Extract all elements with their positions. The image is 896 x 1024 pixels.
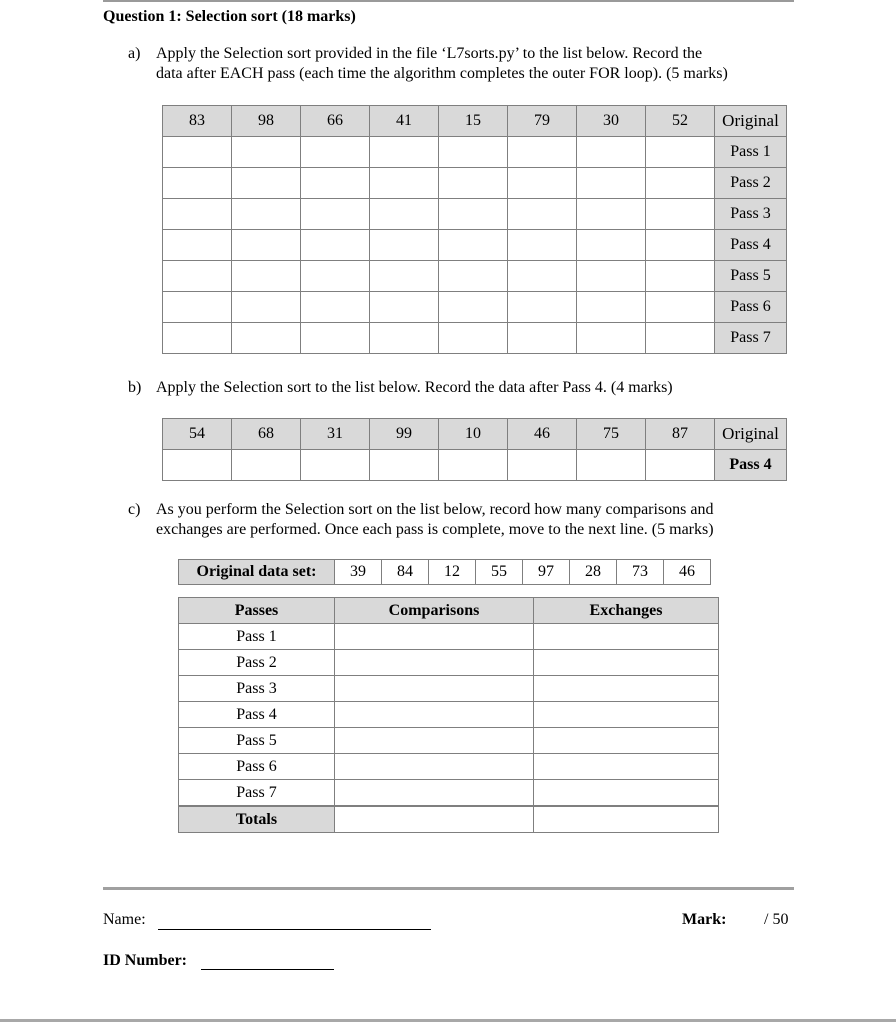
answer-cell[interactable]: [439, 292, 508, 323]
answer-cell[interactable]: [508, 261, 577, 292]
data-set-value: 55: [476, 560, 523, 585]
answer-cell[interactable]: [439, 450, 508, 481]
part-a-pass-row: [163, 230, 787, 261]
part-a-original-row: [163, 106, 787, 137]
answer-cell[interactable]: [508, 292, 577, 323]
footer-rule: [103, 887, 794, 890]
part-a-value: 52: [646, 106, 715, 137]
answer-cell[interactable]: [439, 168, 508, 199]
answer-cell[interactable]: [301, 137, 370, 168]
part-a-value: 83: [163, 106, 232, 137]
comparisons-cell[interactable]: [335, 728, 534, 754]
part-a-row-label: Original: [715, 106, 787, 137]
answer-cell[interactable]: [232, 323, 301, 354]
part-b-pass-row: [163, 450, 787, 481]
part-a-value: 79: [508, 106, 577, 137]
answer-cell[interactable]: [577, 261, 646, 292]
answer-cell[interactable]: [508, 137, 577, 168]
pass-label: Pass 5: [179, 728, 335, 754]
name-line[interactable]: [158, 929, 431, 930]
part-b-letter: b): [128, 379, 142, 396]
answer-cell[interactable]: [439, 323, 508, 354]
answer-cell[interactable]: [163, 230, 232, 261]
comparisons-cell[interactable]: [335, 650, 534, 676]
part-c-count-table: [178, 597, 719, 833]
answer-cell[interactable]: [439, 230, 508, 261]
answer-cell[interactable]: [646, 292, 715, 323]
count-row: [179, 676, 719, 702]
data-set-label: Original data set:: [179, 560, 335, 585]
part-c-instruction-line2: exchanges are performed. Once each pass is complete, move to the next line. (5 marks): [156, 521, 714, 538]
data-set-row: [179, 560, 711, 585]
answer-cell[interactable]: [301, 230, 370, 261]
part-a-letter: a): [128, 45, 141, 62]
answer-cell[interactable]: [577, 199, 646, 230]
part-b-value: 68: [232, 419, 301, 450]
exchanges-total-cell[interactable]: [534, 806, 719, 833]
exchanges-cell[interactable]: [534, 702, 719, 728]
pass-label: Pass 1: [179, 624, 335, 650]
part-a-value: 30: [577, 106, 646, 137]
answer-cell[interactable]: [577, 323, 646, 354]
answer-cell[interactable]: [370, 261, 439, 292]
page-bottom-border: [0, 1019, 896, 1022]
part-b-value: 75: [577, 419, 646, 450]
pass-label: Pass 6: [179, 754, 335, 780]
comparisons-cell[interactable]: [335, 780, 534, 807]
answer-cell[interactable]: [301, 450, 370, 481]
answer-cell[interactable]: [577, 137, 646, 168]
part-c-letter: c): [128, 501, 141, 518]
part-a-pass-row: [163, 261, 787, 292]
part-a-pass-row: [163, 292, 787, 323]
pass-label: Pass 7: [179, 780, 335, 807]
count-row: [179, 754, 719, 780]
part-b-row-label: Pass 4: [715, 450, 787, 481]
answer-cell[interactable]: [370, 292, 439, 323]
answer-cell[interactable]: [370, 323, 439, 354]
comparisons-total-cell[interactable]: [335, 806, 534, 833]
comparisons-header: Comparisons: [335, 598, 534, 624]
part-a-row-label: Pass 4: [715, 230, 787, 261]
part-a-value: 15: [439, 106, 508, 137]
data-set-value: 73: [617, 560, 664, 585]
part-a-row-label: Pass 7: [715, 323, 787, 354]
answer-cell[interactable]: [232, 137, 301, 168]
part-a-pass-row: [163, 199, 787, 230]
comparisons-cell[interactable]: [335, 676, 534, 702]
data-set-value: 12: [429, 560, 476, 585]
exchanges-cell[interactable]: [534, 754, 719, 780]
mark-label: Mark:: [682, 911, 727, 928]
answer-cell[interactable]: [301, 199, 370, 230]
exchanges-header: Exchanges: [534, 598, 719, 624]
answer-cell[interactable]: [163, 199, 232, 230]
answer-cell[interactable]: [646, 199, 715, 230]
pass-label: Pass 2: [179, 650, 335, 676]
data-set-value: 28: [570, 560, 617, 585]
answer-cell[interactable]: [370, 199, 439, 230]
part-b-instruction: Apply the Selection sort to the list below. Record the data after Pass 4. (4 marks): [156, 379, 673, 396]
part-a-row-label: Pass 3: [715, 199, 787, 230]
exchanges-cell[interactable]: [534, 624, 719, 650]
part-a-table: [162, 105, 787, 354]
comparisons-cell[interactable]: [335, 702, 534, 728]
answer-cell[interactable]: [646, 450, 715, 481]
part-c-data-set-table: [178, 559, 711, 585]
mark-total: / 50: [764, 911, 789, 928]
answer-cell[interactable]: [301, 292, 370, 323]
exchanges-cell[interactable]: [534, 728, 719, 754]
answer-cell[interactable]: [439, 261, 508, 292]
pass-label: Pass 4: [179, 702, 335, 728]
answer-cell[interactable]: [163, 292, 232, 323]
answer-cell[interactable]: [646, 323, 715, 354]
answer-cell[interactable]: [577, 168, 646, 199]
answer-cell[interactable]: [439, 199, 508, 230]
part-a-pass-row: [163, 168, 787, 199]
answer-cell[interactable]: [508, 230, 577, 261]
part-a-row-label: Pass 2: [715, 168, 787, 199]
answer-cell[interactable]: [370, 450, 439, 481]
answer-cell[interactable]: [577, 292, 646, 323]
id-number-line[interactable]: [201, 969, 334, 970]
part-a-value: 66: [301, 106, 370, 137]
id-number-label: ID Number:: [103, 952, 187, 969]
answer-cell[interactable]: [370, 230, 439, 261]
exchanges-cell[interactable]: [534, 780, 719, 807]
count-row: [179, 780, 719, 807]
part-a-pass-row: [163, 323, 787, 354]
count-row: [179, 728, 719, 754]
count-row: [179, 702, 719, 728]
comparisons-cell[interactable]: [335, 624, 534, 650]
answer-cell[interactable]: [646, 168, 715, 199]
answer-cell[interactable]: [232, 199, 301, 230]
answer-cell[interactable]: [163, 450, 232, 481]
part-b-value: 54: [163, 419, 232, 450]
part-b-original-row: [163, 419, 787, 450]
part-c-instruction-line1: As you perform the Selection sort on the list below, record how many comparisons and: [156, 501, 714, 518]
data-set-value: 39: [335, 560, 382, 585]
passes-header: Passes: [179, 598, 335, 624]
part-a-row-label: Pass 1: [715, 137, 787, 168]
answer-cell[interactable]: [577, 450, 646, 481]
data-set-value: 97: [523, 560, 570, 585]
data-set-value: 84: [382, 560, 429, 585]
answer-cell[interactable]: [508, 450, 577, 481]
answer-cell[interactable]: [508, 199, 577, 230]
question-heading: Question 1: Selection sort (18 marks): [103, 8, 356, 25]
answer-cell[interactable]: [301, 261, 370, 292]
answer-cell[interactable]: [577, 230, 646, 261]
answer-cell[interactable]: [232, 292, 301, 323]
exchanges-cell[interactable]: [534, 676, 719, 702]
part-a-instruction-line1: Apply the Selection sort provided in the file ‘L7sorts.py’ to the list below. Record the: [156, 45, 703, 62]
part-b-table: [162, 418, 787, 481]
part-a-value: 98: [232, 106, 301, 137]
part-b-row-label: Original: [715, 419, 787, 450]
part-b-value: 87: [646, 419, 715, 450]
answer-cell[interactable]: [232, 261, 301, 292]
part-b-value: 31: [301, 419, 370, 450]
answer-cell[interactable]: [370, 168, 439, 199]
pass-label: Pass 3: [179, 676, 335, 702]
answer-cell[interactable]: [163, 323, 232, 354]
part-a-pass-row: [163, 137, 787, 168]
comparisons-cell[interactable]: [335, 754, 534, 780]
answer-cell[interactable]: [301, 323, 370, 354]
part-b-value: 46: [508, 419, 577, 450]
part-a-instruction-line2: data after EACH pass (each time the algorithm completes the outer FOR loop). (5 marks): [156, 65, 728, 82]
data-set-value: 46: [664, 560, 711, 585]
part-b-value: 10: [439, 419, 508, 450]
count-row: [179, 624, 719, 650]
totals-label: Totals: [179, 806, 335, 833]
answer-cell[interactable]: [646, 230, 715, 261]
answer-cell[interactable]: [646, 137, 715, 168]
answer-cell[interactable]: [508, 323, 577, 354]
answer-cell[interactable]: [508, 168, 577, 199]
answer-cell[interactable]: [232, 168, 301, 199]
answer-cell[interactable]: [232, 450, 301, 481]
answer-cell[interactable]: [232, 230, 301, 261]
part-b-value: 99: [370, 419, 439, 450]
exchanges-cell[interactable]: [534, 650, 719, 676]
answer-cell[interactable]: [646, 261, 715, 292]
count-row: [179, 650, 719, 676]
name-label: Name:: [103, 911, 146, 928]
answer-cell[interactable]: [439, 137, 508, 168]
part-a-row-label: Pass 5: [715, 261, 787, 292]
answer-cell[interactable]: [163, 137, 232, 168]
part-a-row-label: Pass 6: [715, 292, 787, 323]
answer-cell[interactable]: [163, 168, 232, 199]
count-header-row: [179, 598, 719, 624]
answer-cell[interactable]: [163, 261, 232, 292]
part-a-value: 41: [370, 106, 439, 137]
top-rule: [103, 0, 794, 2]
totals-row: [179, 806, 719, 833]
answer-cell[interactable]: [370, 137, 439, 168]
answer-cell[interactable]: [301, 168, 370, 199]
